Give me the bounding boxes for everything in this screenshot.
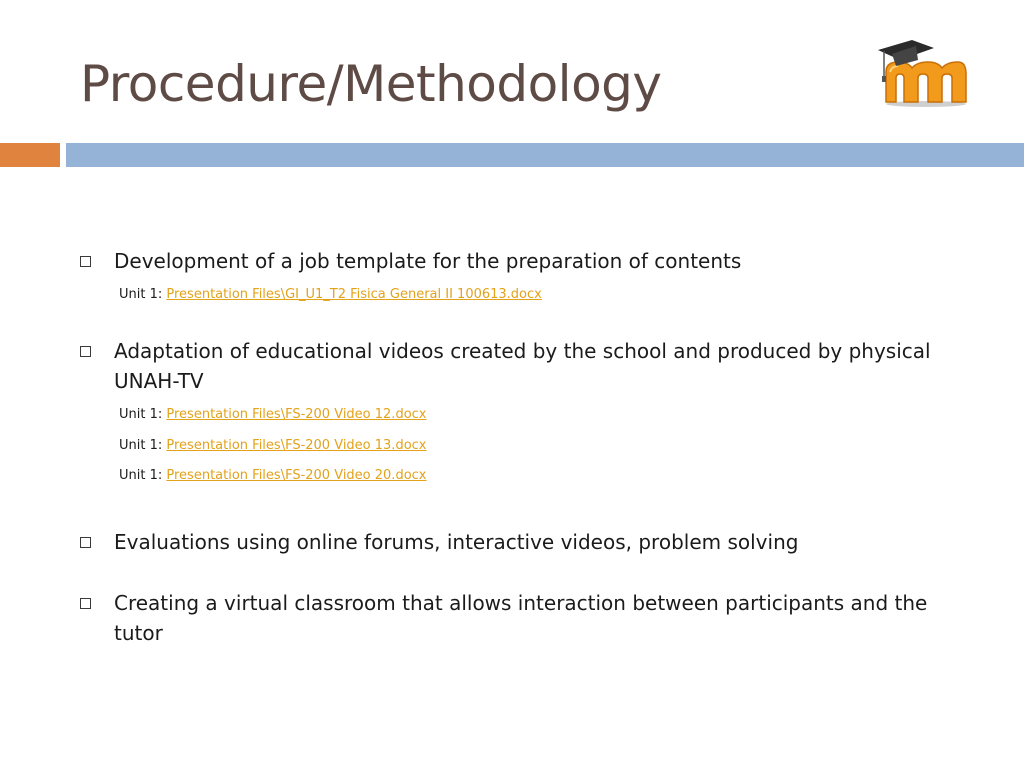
list-item [119, 437, 427, 455]
bullet-text: Creating a virtual classroom that allows interaction between participants and the tutor [114, 591, 928, 645]
file-link[interactable]: Presentation Files\FS-200 Video 20.docx [166, 468, 427, 483]
bullet-text: Development of a job template for the preparation of contents [114, 249, 742, 273]
slide-title: Procedure/Methodology [80, 55, 662, 113]
unit-label: Unit 1: [119, 468, 167, 483]
unit-label: Unit 1: [119, 287, 167, 302]
file-link[interactable]: Presentation Files\FS-200 Video 12.docx [166, 407, 427, 422]
list-item [119, 406, 427, 424]
square-bullet-icon [80, 537, 91, 548]
bullet-text: Evaluations using online forums, interactive videos, problem solving [114, 530, 799, 554]
list-item [119, 286, 542, 304]
square-bullet-icon [80, 346, 91, 357]
unit-label: Unit 1: [119, 438, 167, 453]
unit-label: Unit 1: [119, 407, 167, 422]
list-item [119, 467, 427, 485]
bullet-text: Adaptation of educational videos created by the school and produced by physical UNAH-TV [114, 339, 931, 393]
square-bullet-icon [80, 598, 91, 609]
square-bullet-icon [80, 256, 91, 267]
file-link[interactable]: Presentation Files\GI_U1_T2 Fisica General II 100613.docx [166, 287, 542, 302]
file-link[interactable]: Presentation Files\FS-200 Video 13.docx [166, 438, 427, 453]
